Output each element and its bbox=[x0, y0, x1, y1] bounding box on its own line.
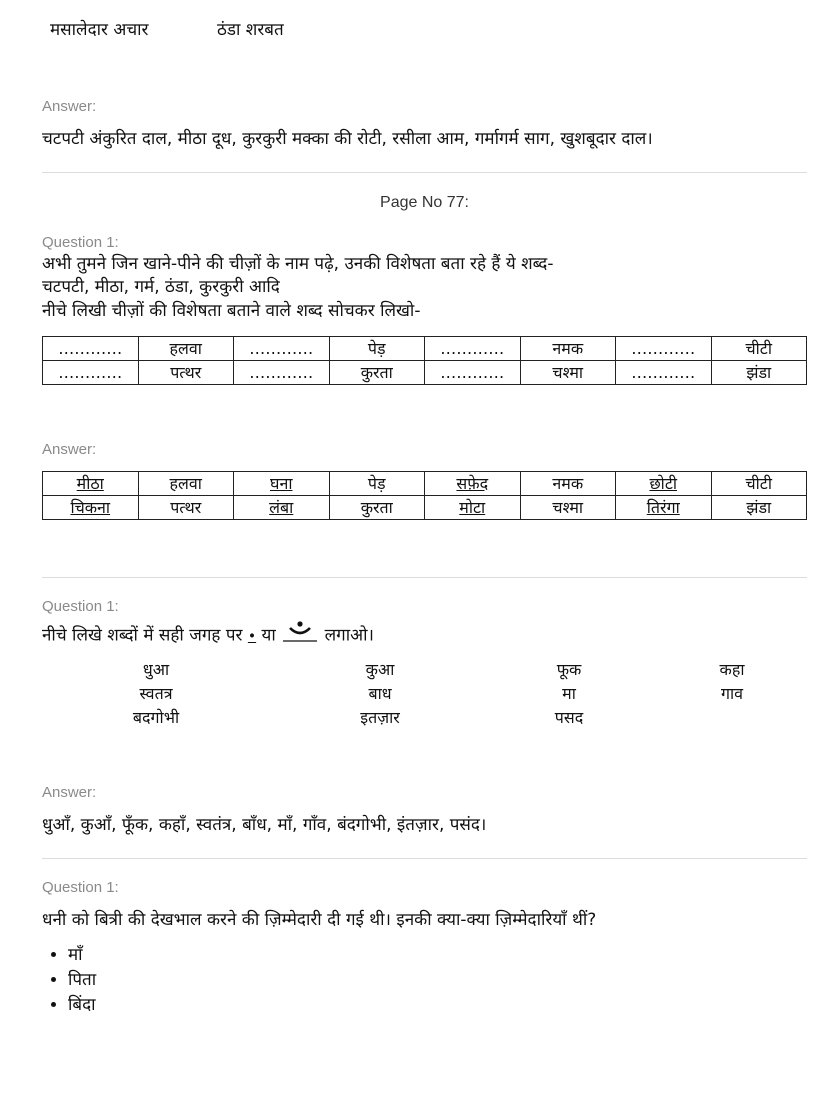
anusvara-mark: • bbox=[247, 628, 257, 645]
answer-text: धुआँ, कुआँ, फूँक, कहाँ, स्वतंत्र, बाँध, माँ, गाँव, बंदगोभी, इंतज़ार, पसंद। bbox=[42, 815, 487, 835]
question-line-3: नीचे लिखी चीज़ों की विशेषता बताने वाले शब्द सोचकर लिखो- bbox=[42, 301, 421, 321]
word-item: मा bbox=[562, 684, 576, 703]
table-cell: ………… bbox=[234, 361, 330, 385]
prompt-before: नीचे लिखे शब्दों में सही जगह पर bbox=[42, 625, 243, 646]
word-item: बदगोभी bbox=[132, 708, 180, 727]
question-label: Question 1: bbox=[42, 234, 119, 251]
prompt-after: लगाओ। bbox=[324, 625, 374, 646]
word-item: फूक bbox=[556, 660, 582, 679]
answer-cell: सफ़ेद bbox=[425, 472, 521, 496]
word-item: कहा bbox=[719, 660, 745, 679]
answer-cell: मीठा bbox=[43, 472, 139, 496]
table-cell: ………… bbox=[425, 337, 521, 361]
question-line-1: अभी तुमने जिन खाने-पीने की चीज़ों के नाम पढ़े, उनकी विशेषता बता रहे हैं ये शब्द- bbox=[42, 254, 554, 274]
table-row bbox=[43, 337, 807, 361]
question-line-2: चटपटी, मीठा, गर्म, ठंडा, कुरकुरी आदि bbox=[42, 277, 280, 297]
question-label: Question 1: bbox=[42, 879, 119, 896]
divider bbox=[42, 577, 807, 578]
word-item: धुआ bbox=[142, 660, 170, 679]
answer-cell: मोटा bbox=[425, 496, 521, 520]
list-item: • बिंदा bbox=[68, 993, 96, 1018]
word-item: इतज़ार bbox=[360, 708, 400, 727]
table-cell: चीटी bbox=[711, 337, 807, 361]
page-number: Page No 77: bbox=[380, 194, 469, 211]
answer-text: चटपटी अंकुरित दाल, मीठा दूध, कुरकुरी मक्का की रोटी, रसीला आम, गर्मागर्म साग, खुशबूदार दाल। bbox=[42, 129, 653, 149]
prompt-ya: या bbox=[261, 625, 276, 646]
question-table bbox=[42, 336, 807, 385]
answer-cell: लंबा bbox=[234, 496, 330, 520]
answer-cell: चिकना bbox=[43, 496, 139, 520]
answer-cell: तिरंगा bbox=[616, 496, 712, 520]
list-item: • पिता bbox=[68, 968, 96, 993]
answer-cell: घना bbox=[234, 472, 330, 496]
answer-label: Answer: bbox=[42, 784, 97, 801]
question-prompt bbox=[42, 620, 374, 651]
table-cell: हलवा bbox=[138, 472, 234, 496]
word-item: बाध bbox=[368, 684, 392, 703]
top-word-1: मसालेदार अचार bbox=[50, 20, 149, 40]
question-text: धनी को बित्री की देखभाल करने की ज़िम्मेदारी दी गई थी। इनकी क्या-क्या ज़िम्मेदारियाँ थीं? bbox=[42, 910, 597, 930]
answer-cell: छोटी bbox=[616, 472, 712, 496]
answer-label: Answer: bbox=[42, 98, 97, 115]
table-cell: ………… bbox=[616, 361, 712, 385]
table-cell: झंडा bbox=[711, 496, 807, 520]
table-cell: ………… bbox=[43, 337, 139, 361]
table-cell: ………… bbox=[43, 361, 139, 385]
divider bbox=[42, 858, 807, 859]
table-cell: ………… bbox=[234, 337, 330, 361]
table-row bbox=[43, 496, 807, 520]
table-cell: ………… bbox=[425, 361, 521, 385]
table-cell: कुरता bbox=[329, 361, 425, 385]
answer-label: Answer: bbox=[42, 441, 97, 458]
question-label: Question 1: bbox=[42, 598, 119, 615]
table-cell: चश्मा bbox=[520, 496, 616, 520]
table-cell: पत्थर bbox=[138, 496, 234, 520]
table-cell: पत्थर bbox=[138, 361, 234, 385]
bullet-list bbox=[42, 943, 96, 1018]
list-item: • माँ bbox=[68, 943, 96, 968]
table-cell: ………… bbox=[616, 337, 712, 361]
table-cell: नमक bbox=[520, 337, 616, 361]
table-cell: हलवा bbox=[138, 337, 234, 361]
table-cell: चीटी bbox=[711, 472, 807, 496]
word-item: पसद bbox=[554, 708, 584, 727]
divider bbox=[42, 172, 807, 173]
table-cell: कुरता bbox=[329, 496, 425, 520]
table-cell: नमक bbox=[520, 472, 616, 496]
table-row bbox=[43, 361, 807, 385]
table-cell: पेड़ bbox=[329, 472, 425, 496]
word-item: स्वतत्र bbox=[139, 684, 173, 703]
table-cell: पेड़ bbox=[329, 337, 425, 361]
chandrabindu-icon bbox=[281, 620, 319, 651]
table-cell: चश्मा bbox=[520, 361, 616, 385]
table-row bbox=[43, 472, 807, 496]
answer-table bbox=[42, 471, 807, 520]
word-item: गाव bbox=[720, 684, 744, 703]
table-cell: झंडा bbox=[711, 361, 807, 385]
word-item: कुआ bbox=[365, 660, 395, 679]
top-word-2: ठंडा शरबत bbox=[217, 20, 284, 40]
